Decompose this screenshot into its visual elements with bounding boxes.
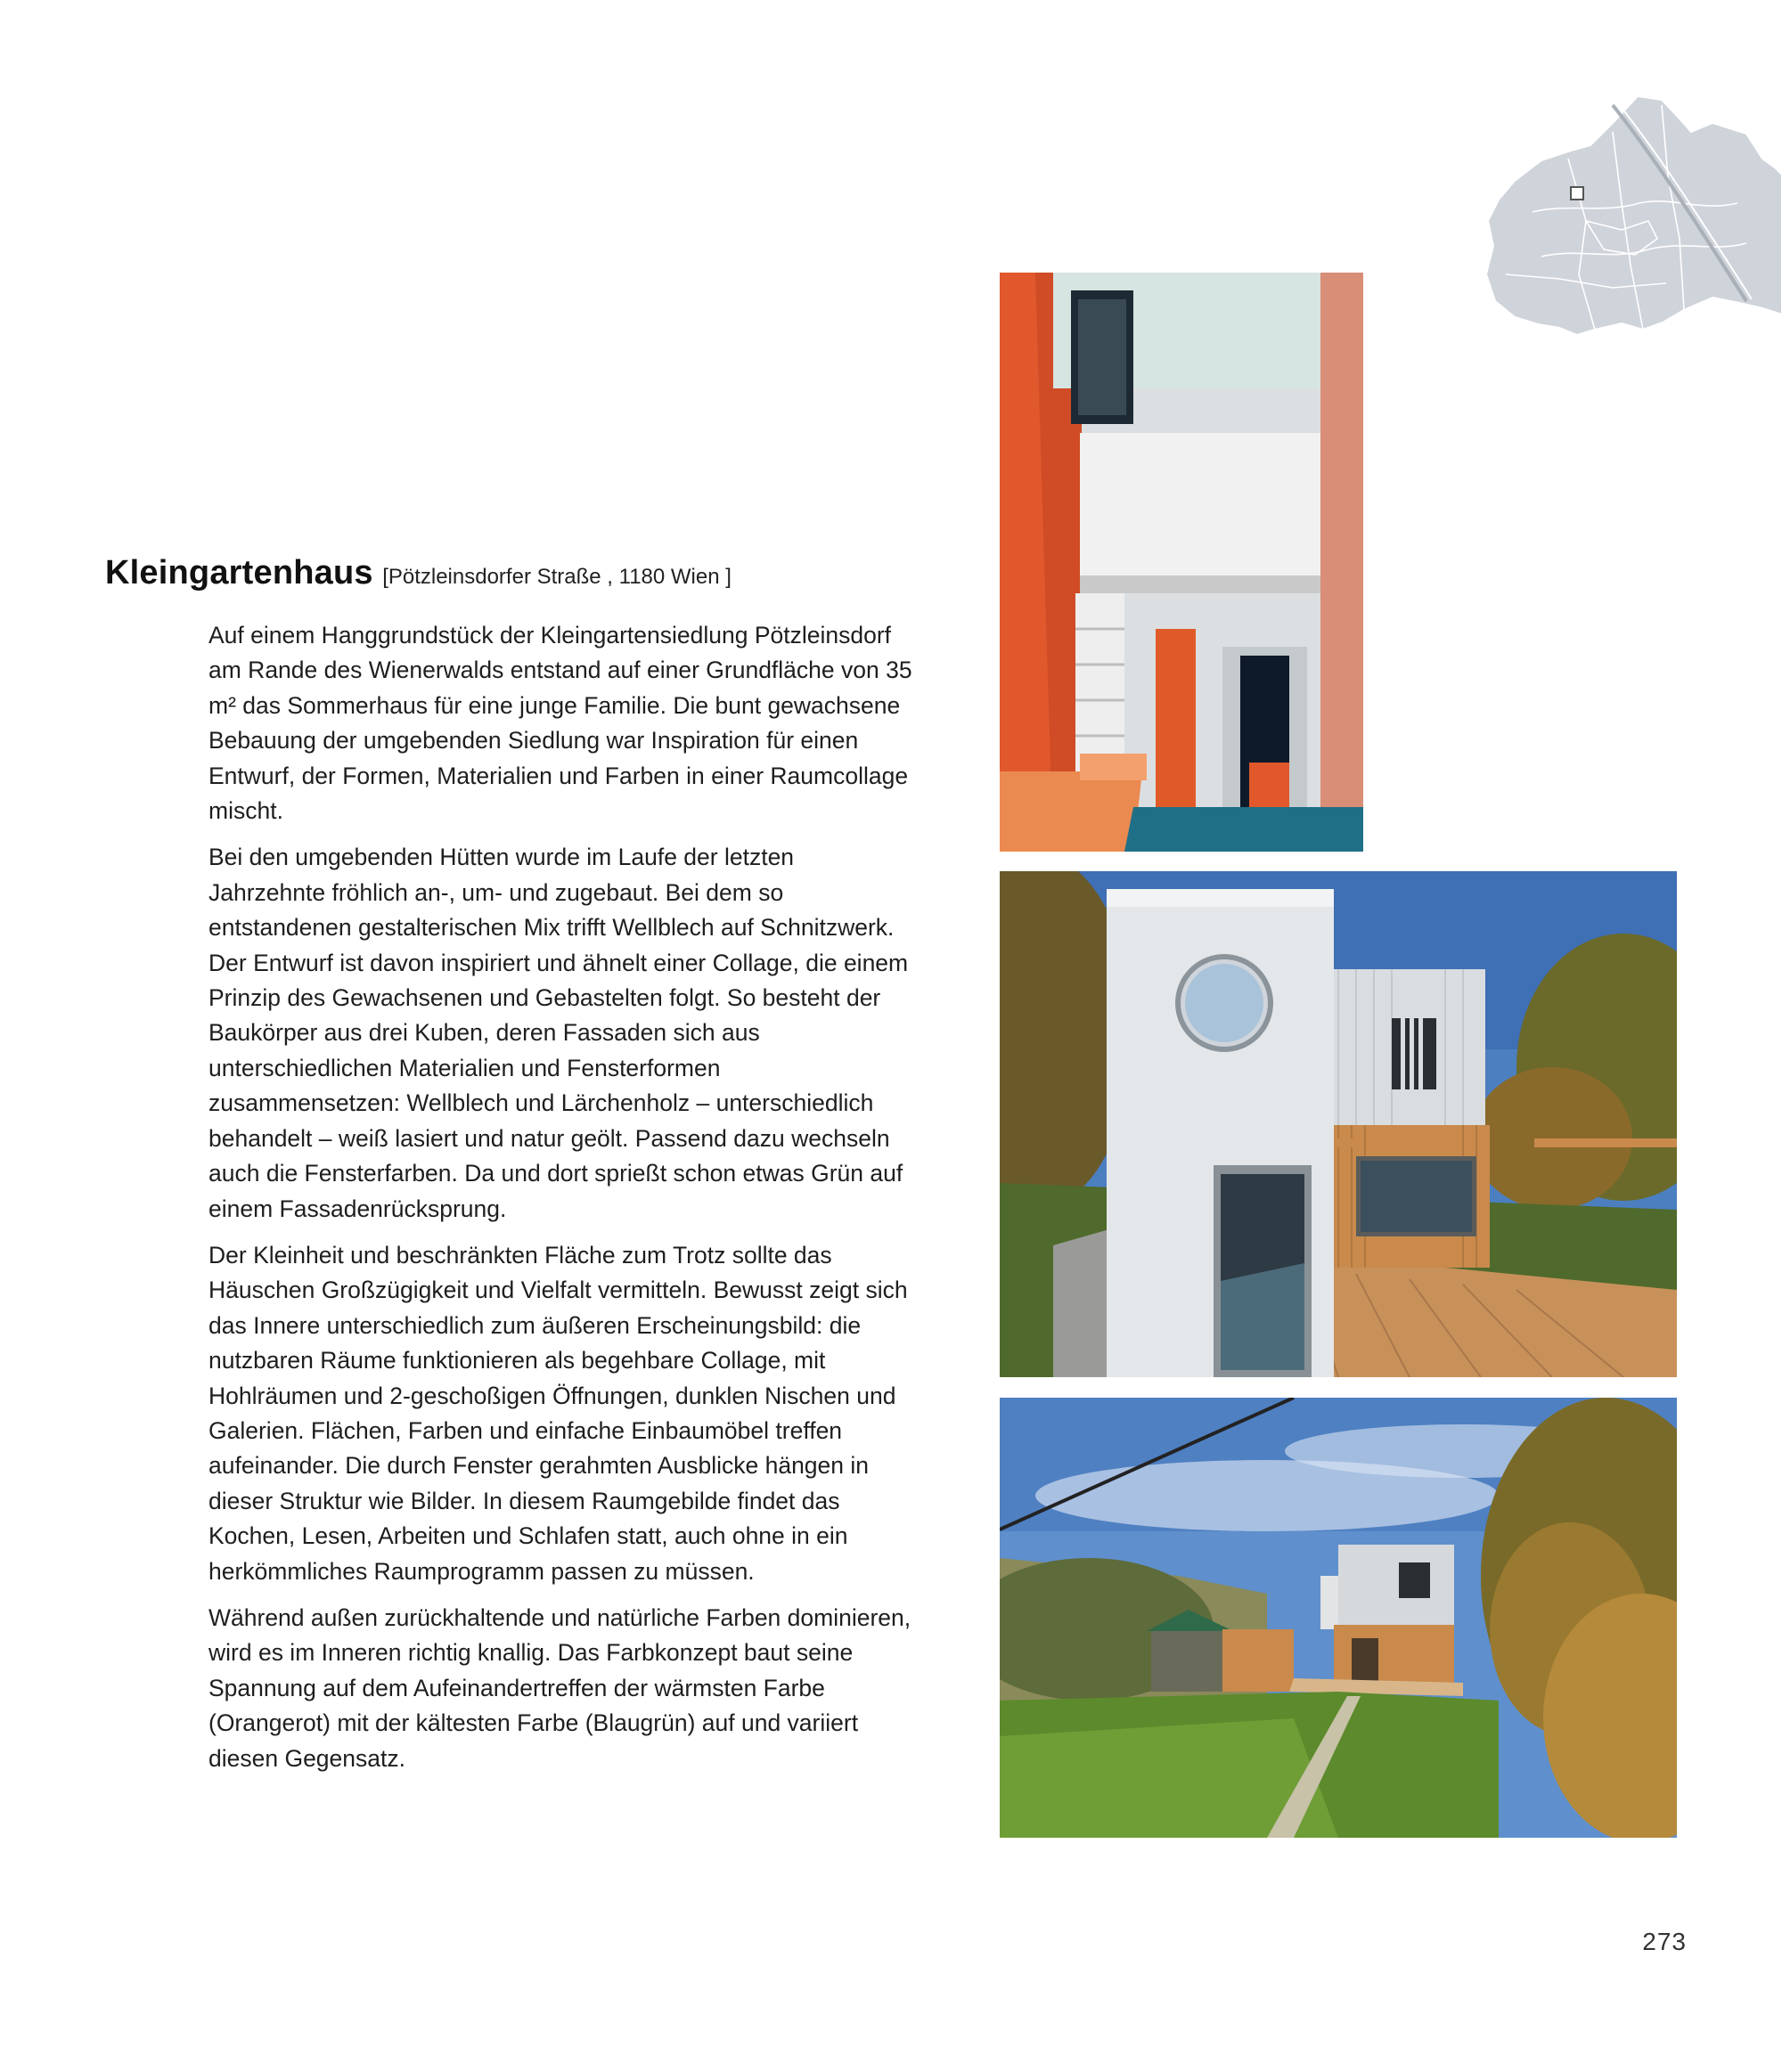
page-number: 273: [1642, 1928, 1687, 1955]
interior-photo: [1000, 273, 1363, 852]
article-heading: [105, 554, 732, 592]
paragraph: Der Kleinheit und beschränkten Fläche zum Trotz sollte das Häuschen Großzügigkeit und Vielfalt vermitteln. Bewusst zeigt sich das Innere unterschiedlich zum äußeren Erscheinungsbild: die nutzbaren Räume funktionieren als begehbare Collage, mit Hohlräumen und 2-geschoßigen Öffnungen, dunklen Nischen und Galerien. Flächen, Farben und einfache Einbaumöbel treffen aufeinander. Die durch Fenster gerahmten Ausblicke hängen in dieser Struktur wie Bilder. In diesem Raumgebilde findet das Kochen, Lesen, Arbeiten und Schlafen statt, auch ohne in ein herkömmliches Raumprogramm passen zu müssen.: [208, 1241, 908, 1585]
paragraph: Während außen zurückhaltende und natürliche Farben dominieren, wird es im Inneren richtig knallig. Das Farbkonzept baut seine Spannung auf dem Aufeinandertreffen der wärmsten Farbe (Orangerot) mit der kältesten Farbe (Blaugrün) auf und variiert diesen Gegensatz.: [208, 1603, 911, 1772]
exterior-photo: [1000, 871, 1677, 1377]
article-title: Kleingartenhaus: [105, 554, 373, 591]
paragraph: Bei den umgebenden Hütten wurde im Laufe der letzten Jahrzehnte fröhlich an-, um- und zugebaut. Bei dem so entstandenen gestalterischen Mix trifft Wellblech auf Schnitzwerk. Der Entwurf ist davon inspiriert und ähnelt einer Collage, die einem Prinzip des Gewachsenen und Gebastelten folgt. So besteht der Baukörper aus drei Kuben, deren Fassaden sich aus unterschiedlichen Materialien und Fensterformen zusammensetzen: Wellblech und Lärchenholz – unterschiedlich behandelt – weiß lasiert und natur geölt. Passend dazu wechseln auch die Fensterfarben. Da und dort sprießt schon etwas Grün auf einem Fassadenrücksprung.: [208, 844, 909, 1222]
article-address: [Pötzleinsdorfer Straße , 1180 Wien ]: [382, 565, 732, 589]
vienna-location-map: [1479, 96, 1782, 363]
garden-photo: [1000, 1398, 1677, 1838]
paragraph: Auf einem Hanggrundstück der Kleingartensiedlung Pötzleinsdorf am Rande des Wienerwalds entstand auf einer Grundfläche von 35 m² das Sommerhaus für eine junge Familie. Die bunt gewachsene Bebauung der umgebenden Siedlung war Inspiration für einen Entwurf, der Formen, Materialien und Farben in einer Raumcollage mischt.: [208, 622, 912, 825]
article-body: [208, 618, 912, 1788]
